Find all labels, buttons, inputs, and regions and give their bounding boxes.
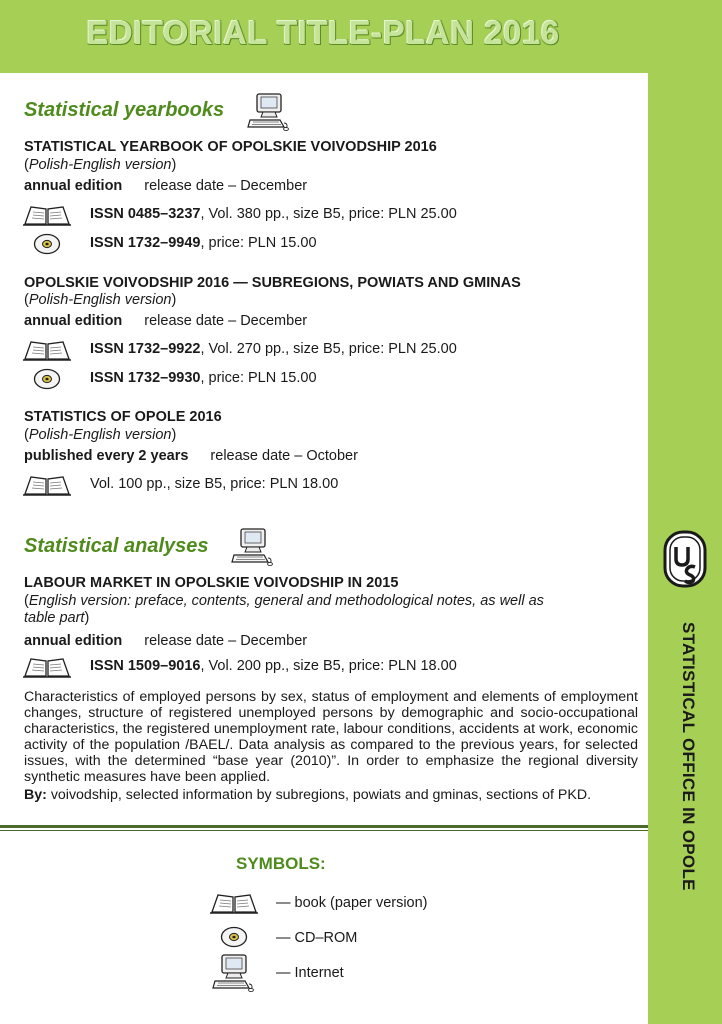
cd-spec: ISSN 1732–9930, price: PLN 15.00 <box>90 370 317 386</box>
publication-title: STATISTICS OF OPOLE 2016 <box>24 409 222 425</box>
publication-title: STATISTICAL YEARBOOK OF OPOLSKIE VOIVODSHIP 2016 <box>24 139 437 155</box>
office-logo <box>662 529 708 589</box>
analyses-heading: Statistical analyses <box>24 535 209 557</box>
computer-icon <box>211 953 255 993</box>
cd-icon <box>220 926 248 948</box>
computer-icon <box>230 527 274 567</box>
book-spec: ISSN 0485–3237, Vol. 380 pp., size B5, price: PLN 25.00 <box>90 206 457 222</box>
publication-title: OPOLSKIE VOIVODSHIP 2016 — SUBREGIONS, POWIATS AND GMINAS <box>24 275 521 291</box>
cd-icon <box>33 368 61 390</box>
symbols-heading: SYMBOLS: <box>236 854 326 873</box>
publication-title: LABOUR MARKET IN OPOLSKIE VOIVODSHIP IN 2015 <box>24 575 399 591</box>
publication-version: (Polish-English version) <box>24 292 177 308</box>
publication-edition: published every 2 years release date – October <box>24 448 358 464</box>
breakdown-line: By: voivodship, selected information by subregions, powiats and gminas, sections of PKD. <box>24 787 592 803</box>
yearbooks-heading: Statistical yearbooks <box>24 99 225 121</box>
book-icon <box>22 204 72 226</box>
publication-version: (English version: preface, contents, general and methodological notes, as well as <box>24 593 544 609</box>
office-name-label: STATISTICAL OFFICE IN OPOLE <box>679 622 698 891</box>
book-spec: Vol. 100 pp., size B5, price: PLN 18.00 <box>90 476 339 492</box>
publication-version: (Polish-English version) <box>24 427 177 443</box>
computer-icon <box>246 92 290 132</box>
publication-edition: annual edition release date – December <box>24 313 308 329</box>
header-band <box>0 0 722 73</box>
publication-version-cont: table part) <box>24 610 90 626</box>
publication-edition: annual edition release date – December <box>24 633 308 649</box>
publication-description: Characteristics of employed persons by sex, status of employment and elements of employment changes, structure of registered unemployed persons by demographic and socio-occupational characteristics, the registered unemployment rate, labour conditions, accidents at work, economic activity of the population /BAEL/. Data analysis as compared to the previous years, for selected issues, with the determined “base year (2010)”. In order to emphasize the regional diversity synthetic measures have been applied. <box>24 689 638 785</box>
divider <box>0 830 648 831</box>
cd-icon <box>33 233 61 255</box>
legend-internet: — Internet <box>276 965 344 981</box>
legend-book: — book (paper version) <box>276 895 428 911</box>
page-title: EDITORIAL TITLE-PLAN 2016 <box>86 14 560 51</box>
divider <box>0 825 648 828</box>
legend-cd: — CD–ROM <box>276 930 358 946</box>
book-icon <box>22 656 72 678</box>
publication-edition: annual edition release date – December <box>24 178 308 194</box>
book-icon <box>22 474 72 496</box>
book-spec: ISSN 1509–9016, Vol. 200 pp., size B5, price: PLN 18.00 <box>90 658 457 674</box>
book-spec: ISSN 1732–9922, Vol. 270 pp., size B5, price: PLN 25.00 <box>90 341 457 357</box>
publication-version: (Polish-English version) <box>24 157 177 173</box>
book-icon <box>209 892 259 914</box>
book-icon <box>22 339 72 361</box>
cd-spec: ISSN 1732–9949, price: PLN 15.00 <box>90 235 317 251</box>
